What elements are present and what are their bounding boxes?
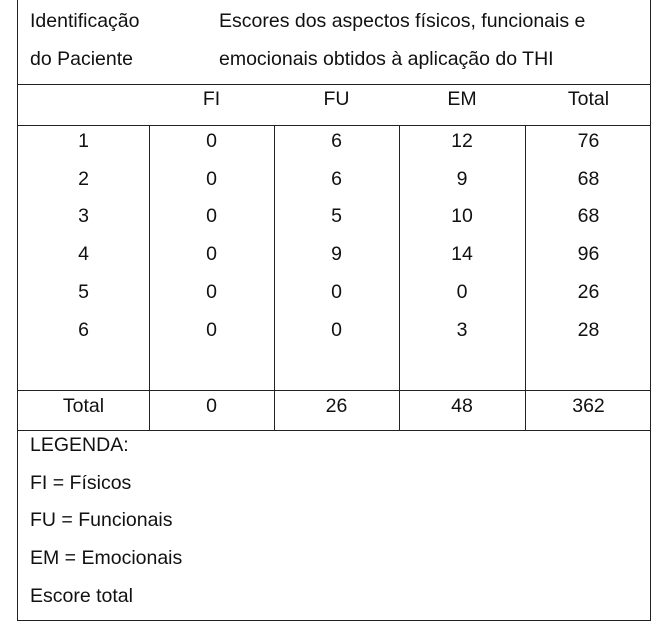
- patient-id-cell: 2: [78, 168, 89, 190]
- legend-item: EM = Emocionais: [30, 547, 183, 569]
- patient-id-cell: 5: [78, 281, 89, 303]
- legend-item: FI = Físicos: [30, 472, 132, 494]
- patient-id-header-line2: do Paciente: [30, 48, 133, 70]
- em-cell: 10: [451, 205, 473, 227]
- thi-scores-table: [17, 0, 651, 621]
- legend-item: FU = Funcionais: [30, 509, 173, 531]
- patient-id-cell: 6: [78, 319, 89, 341]
- total-cell: 28: [577, 319, 600, 341]
- scores-description-line1: Escores dos aspectos físicos, funcionais e: [219, 10, 586, 32]
- rule-columns-bottom: [18, 125, 650, 126]
- fi-cell: 0: [206, 205, 217, 227]
- rule-header-bottom: [18, 84, 650, 85]
- total-cell: 68: [577, 205, 600, 227]
- fi-cell: 0: [206, 281, 217, 303]
- total-cell: 26: [577, 281, 600, 303]
- total-cell: 76: [577, 130, 600, 152]
- scores-description-line2: emocionais obtidos à aplicação do THI: [219, 48, 554, 70]
- rule-body-bottom: [18, 390, 650, 391]
- fi-cell: 0: [206, 319, 217, 341]
- fu-cell: 0: [331, 319, 342, 341]
- fu-cell: 0: [331, 281, 342, 303]
- fu-cell: 6: [331, 130, 342, 152]
- em-cell: 3: [456, 319, 468, 341]
- em-cell: 12: [451, 130, 473, 152]
- em-cell: 14: [451, 243, 473, 265]
- fi-total-cell: 0: [206, 395, 217, 417]
- column-header-total: Total: [567, 88, 610, 110]
- fi-cell: 0: [206, 168, 217, 190]
- patient-id-header-line1: Identificação: [30, 10, 140, 32]
- fi-cell: 0: [206, 243, 217, 265]
- patient-id-cell: 1: [78, 130, 89, 152]
- rule-totals-bottom: [18, 430, 650, 431]
- fu-cell: 9: [331, 243, 342, 265]
- fu-total-cell: 26: [325, 395, 348, 417]
- column-header-fu: FU: [323, 88, 350, 110]
- column-header-em: EM: [447, 88, 477, 110]
- total-cell: 96: [577, 243, 600, 265]
- legend-item: Escore total: [30, 585, 133, 607]
- em-cell: 0: [456, 281, 468, 303]
- grand-total-cell: 362: [572, 395, 605, 417]
- patient-id-cell: 4: [78, 243, 89, 265]
- patient-id-cell: 3: [78, 205, 89, 227]
- fu-cell: 5: [331, 205, 342, 227]
- fu-cell: 6: [331, 168, 342, 190]
- em-cell: 9: [456, 168, 468, 190]
- fi-cell: 0: [206, 130, 217, 152]
- legend-title: LEGENDA:: [30, 434, 129, 456]
- total-cell: 68: [577, 168, 600, 190]
- column-header-fi: FI: [202, 88, 221, 110]
- totals-label: Total: [62, 395, 105, 417]
- em-total-cell: 48: [451, 395, 473, 417]
